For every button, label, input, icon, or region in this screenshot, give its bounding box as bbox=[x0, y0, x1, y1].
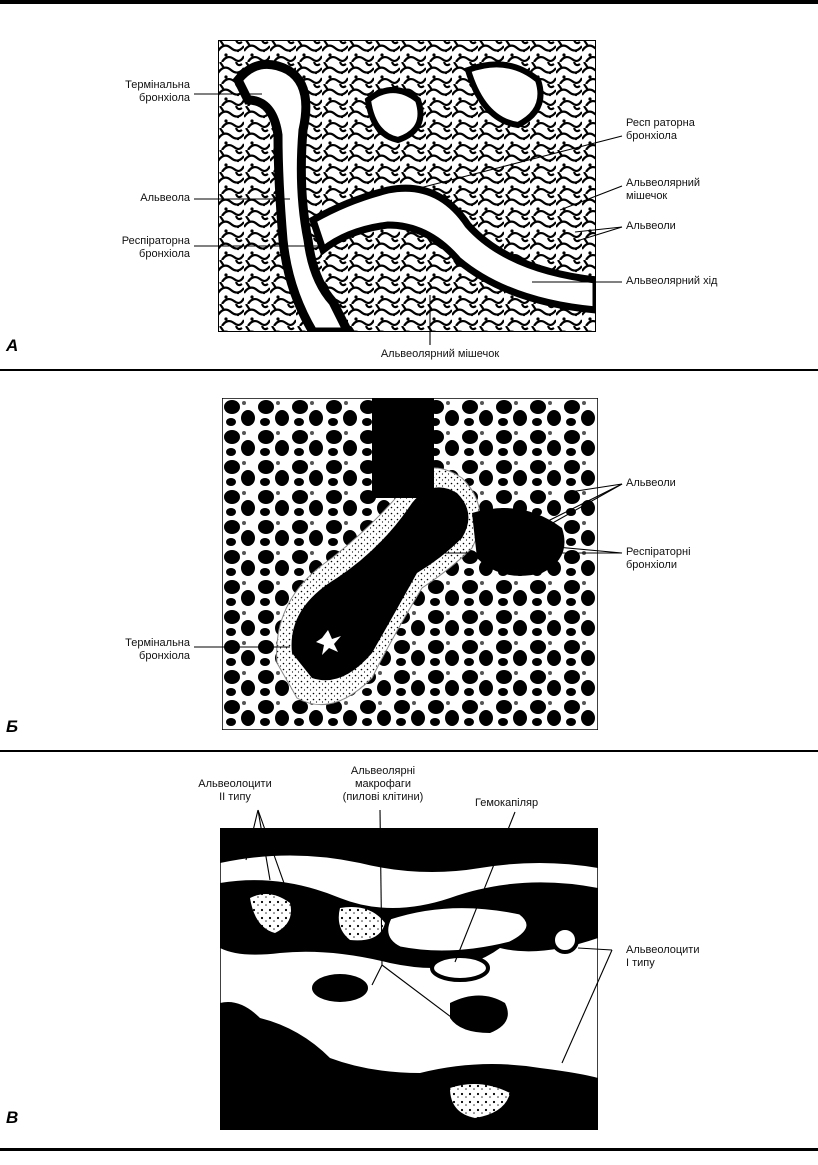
label-alveoli-b: Альвеоли bbox=[626, 477, 676, 489]
divider-b-c bbox=[0, 750, 818, 752]
label-respiratory-bronchioles-b: Респіраторні бронхіоли bbox=[626, 546, 691, 571]
label-alveolus-a: Альвеола bbox=[140, 192, 190, 204]
label-type1-alveolocytes-c: Альвеолоцити I типу bbox=[626, 944, 700, 969]
micrograph-b bbox=[222, 398, 598, 730]
label-alveolar-duct-a: Альвеолярний хід bbox=[626, 275, 718, 287]
micrograph-a bbox=[218, 40, 596, 332]
label-alveoli-a: Альвеоли bbox=[626, 220, 676, 232]
micrograph-c bbox=[220, 828, 598, 1130]
panel-letter-a: А bbox=[6, 336, 19, 355]
divider-a-b bbox=[0, 369, 818, 371]
label-alveolar-macrophages-c: Альвеолярні макрофаги (пилові клітини) bbox=[342, 765, 424, 803]
label-respiratory-bronchiole-right-a: Респ раторна бронхіола bbox=[626, 117, 695, 142]
bottom-rule bbox=[0, 1148, 818, 1151]
label-alveolar-sac-bottom-a: Альвеолярний мішечок bbox=[380, 348, 500, 360]
panel-letter-b: Б bbox=[6, 717, 19, 736]
label-type2-alveolocytes-c: Альвеолоцити II типу bbox=[198, 778, 272, 803]
label-alveolar-sac-right-a: Альвеолярний мішечок bbox=[626, 177, 701, 202]
label-hemocapillary-c: Гемокапіляр bbox=[475, 797, 539, 809]
panel-letter-c: В bbox=[6, 1108, 19, 1127]
top-rule bbox=[0, 0, 818, 4]
label-terminal-bronchiole-b: Термінальна бронхіола bbox=[125, 637, 190, 662]
label-terminal-bronchiole-a: Термінальна бронхіола bbox=[125, 79, 190, 104]
label-respiratory-bronchiole-left-a: Респіраторна бронхіола bbox=[121, 235, 190, 260]
